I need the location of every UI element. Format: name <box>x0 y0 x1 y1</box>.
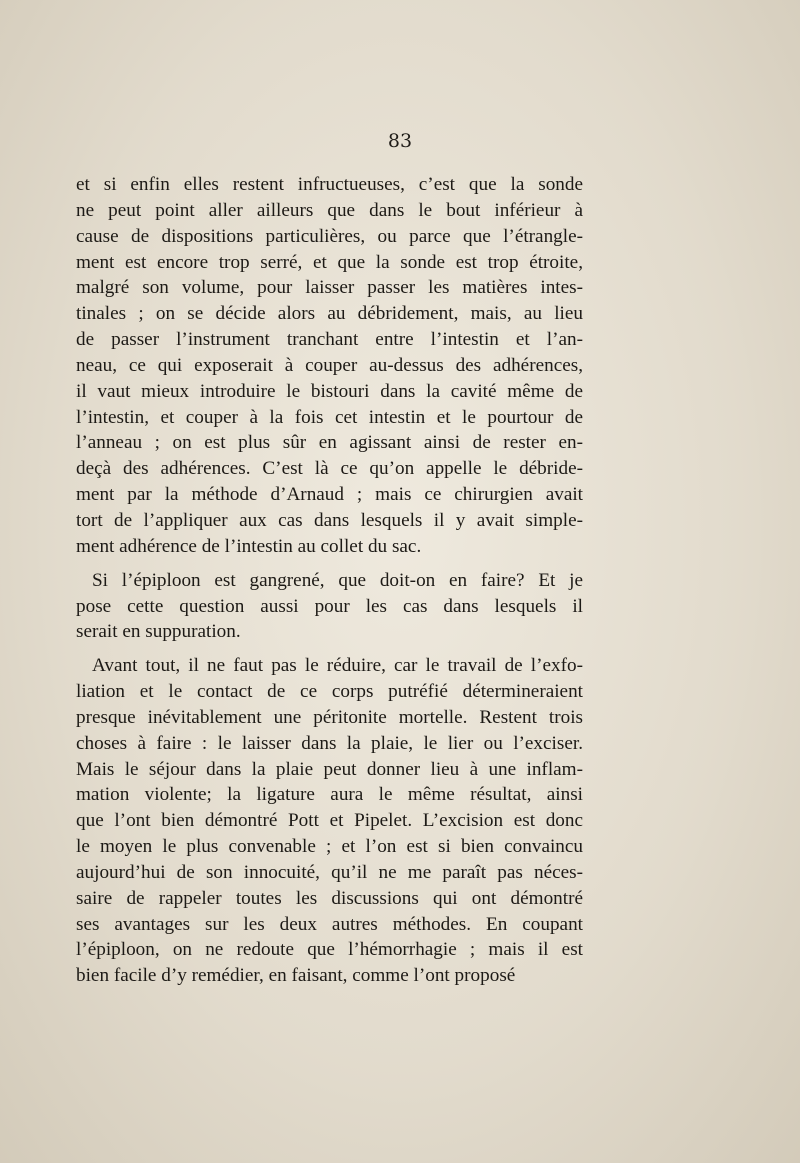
text-line: malgré son volume, pour laisser passer les matières intes- <box>76 277 583 299</box>
text-line: l’anneau ; on est plus sûr en agissant ainsi de rester en- <box>76 432 583 454</box>
text-line: que l’ont bien démontré Pott et Pipelet. L’excision est donc <box>76 810 583 832</box>
paragraph <box>76 172 583 560</box>
text-line: aujourd’hui de son innocuité, qu’il ne me paraît pas néces- <box>76 861 583 883</box>
text-line: ne peut point aller ailleurs que dans le bout inférieur à <box>76 199 583 221</box>
text-line: presque inévitablement une péritonite mortelle. Restent trois <box>76 706 583 728</box>
paragraph <box>76 568 583 646</box>
text-line: liation et le contact de ce corps putréfié détermineraient <box>76 681 583 703</box>
text-line: ses avantages sur les deux autres méthodes. En coupant <box>76 913 583 935</box>
text-line: de passer l’instrument tranchant entre l’intestin et l’an- <box>76 329 583 351</box>
page-number: 83 <box>387 130 413 152</box>
text-line: ment par la méthode d’Arnaud ; mais ce chirurgien avait <box>76 484 583 506</box>
text-line: pose cette question aussi pour les cas dans lesquels il <box>76 595 583 617</box>
text-line: Mais le séjour dans la plaie peut donner lieu à une inflam- <box>76 758 583 780</box>
text-line: le moyen le plus convenable ; et l’on est si bien convaincu <box>76 836 583 858</box>
text-line: neau, ce qui exposerait à couper au-dessus des adhérences, <box>76 354 583 376</box>
text-line: et si enfin elles restent infructueuses, c’est que la sonde <box>76 174 583 195</box>
text-line: ment adhérence de l’intestin au collet du sac. <box>76 535 422 557</box>
text-line: bien facile d’y remédier, en faisant, comme l’ont proposé <box>76 965 516 987</box>
text-line: saire de rappeler toutes les discussions qui ont démontré <box>76 887 583 909</box>
text-line: serait en suppuration. <box>76 621 241 643</box>
text-line: tort de l’appliquer aux cas dans lesquels il y avait simple- <box>76 509 583 531</box>
body-text <box>76 172 583 989</box>
text-line: choses à faire : le laisser dans la plaie, le lier ou l’exciser. <box>76 732 583 754</box>
text-line: il vaut mieux introduire le bistouri dans la cavité même de <box>76 380 583 402</box>
paragraph-gap <box>76 560 583 568</box>
text-line: mation violente; la ligature aura le même résultat, ainsi <box>76 784 583 806</box>
text-line: deçà des adhérences. C’est là ce qu’on appelle le débride- <box>76 458 583 480</box>
text-line: Si l’épiploon est gangrené, que doit-on en faire? Et je <box>92 569 583 591</box>
paragraph <box>76 653 583 989</box>
text-line: Avant tout, il ne faut pas le réduire, car le travail de l’exfo- <box>92 655 583 677</box>
text-line: l’épiploon, on ne redoute que l’hémorrhagie ; mais il est <box>76 939 583 961</box>
text-line: tinales ; on se décide alors au débridement, mais, au lieu <box>76 303 583 325</box>
text-line: ment est encore trop serré, et que la sonde est trop étroite, <box>76 251 583 273</box>
text-line: cause de dispositions particulières, ou parce que l’étrangle- <box>76 225 583 247</box>
paragraph-gap <box>76 645 583 653</box>
text-line: l’intestin, et couper à la fois cet intestin et le pourtour de <box>76 406 583 428</box>
